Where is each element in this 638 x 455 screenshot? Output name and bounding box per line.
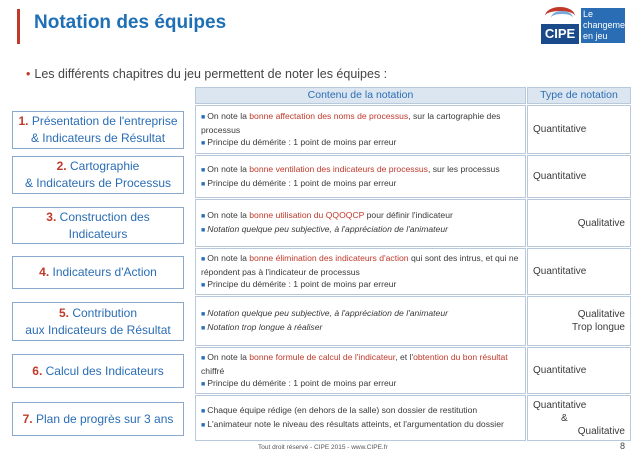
chapter-2 xyxy=(12,156,184,194)
chapter-label: Plan de progrès sur 3 ans xyxy=(35,411,174,426)
row-highlight: bonne élimination des indicateurs d'action xyxy=(249,252,409,263)
type-label-3: Qualitative xyxy=(577,425,625,437)
row-highlight: bonne ventilation des indicateurs de processus xyxy=(249,163,428,174)
type-label: Quantitative xyxy=(533,399,587,411)
header-type: Type de notation xyxy=(527,87,631,104)
bullet-square-icon: ■ xyxy=(201,213,206,220)
bullet-square-icon: ■ xyxy=(201,227,206,234)
row-text-post: pour définir l'indicateur xyxy=(364,210,453,220)
chapter-5 xyxy=(12,302,184,341)
bullet-square-icon: ■ xyxy=(201,255,206,263)
row-highlight-2: obtention du bon résultat xyxy=(413,351,508,362)
row-text-post: , sur les processus xyxy=(427,163,500,174)
chapter-label: Présentation de l'entreprise xyxy=(31,114,178,128)
bullet-icon: • xyxy=(26,67,31,81)
content-row-7 xyxy=(195,395,526,441)
bullet-square-icon: ■ xyxy=(201,139,206,147)
header-content: Contenu de la notation xyxy=(195,87,526,104)
chapter-number: 4. xyxy=(39,265,50,279)
type-label: Qualitative xyxy=(577,309,625,320)
type-row-4 xyxy=(527,248,631,295)
content-row-4 xyxy=(195,248,526,295)
bullet-square-icon: ■ xyxy=(201,281,206,289)
row-highlight: bonne formule de calcul de l'indicateur xyxy=(249,351,396,362)
chapter-label-2: Indicateurs xyxy=(68,226,128,241)
chapter-4 xyxy=(12,256,184,289)
logo-tagline-3: en jeu xyxy=(583,31,608,41)
row-highlight: bonne utilisation du QQOQCP xyxy=(249,210,365,220)
chapter-label: Construction des xyxy=(59,209,150,224)
row-text: On note la xyxy=(207,163,250,174)
row-text: On note la xyxy=(207,110,250,121)
chapter-label: Indicateurs d'Action xyxy=(52,265,157,279)
bullet-square-icon: ■ xyxy=(201,354,206,362)
chapter-label: Cartographie xyxy=(69,159,140,173)
row-text: On note la xyxy=(207,210,250,220)
bullet-square-icon: ■ xyxy=(201,113,206,121)
row-text-2: Notation quelque peu subjective, à l'appréciation de l'animateur xyxy=(207,224,448,234)
chapter-label: Contribution xyxy=(72,305,138,320)
logo-tagline xyxy=(581,8,633,43)
type-label: Quantitative xyxy=(533,266,587,277)
type-row-3 xyxy=(527,199,631,247)
row-text-post: , et l' xyxy=(395,351,414,362)
chapter-number: 7. xyxy=(22,411,33,426)
cipe-logo xyxy=(541,5,633,47)
chapter-number: 5. xyxy=(58,305,69,320)
type-row-5 xyxy=(527,296,631,346)
type-label: Qualitative xyxy=(577,217,625,229)
row-highlight: bonne affectation des noms de processus xyxy=(249,110,409,121)
type-row-1 xyxy=(527,105,631,154)
row-text-post-2: chiffré xyxy=(201,365,225,376)
chapter-label-2: aux Indicateurs de Résultat xyxy=(25,322,171,337)
row-text: On note la xyxy=(207,252,250,263)
page-number: 8 xyxy=(620,441,626,451)
chapter-number: 6. xyxy=(32,363,43,378)
row-text-post: , sur la cartographie des processus xyxy=(201,110,501,135)
type-row-7 xyxy=(527,395,631,441)
chapter-number: 1. xyxy=(18,114,29,128)
content-row-3 xyxy=(195,199,526,247)
title-accent-bar xyxy=(17,9,20,44)
row-text-2: Notation trop longue à réaliser xyxy=(207,322,323,332)
intro-text xyxy=(26,67,387,81)
chapter-1 xyxy=(12,111,184,149)
logo-brand: CIPE xyxy=(541,24,579,44)
bullet-square-icon: ■ xyxy=(201,325,206,332)
footer-text: Tout droit réservé - CIPE 2015 - www.CIPE.fr xyxy=(258,444,388,451)
row-text-post: qui sont des intrus, et qui ne répondent pas à l'indicateur de processus xyxy=(201,252,519,277)
logo-tagline-2: changement xyxy=(583,20,633,30)
row-text-2: L'animateur note le niveau des résultats atteints, et l'argumentation du dossier xyxy=(207,419,504,429)
page-title: Notation des équipes xyxy=(34,12,227,33)
content-row-6 xyxy=(195,347,526,394)
intro-label: Les différents chapitres du jeu permettent de noter les équipes : xyxy=(34,67,388,81)
type-label-2: Trop longue xyxy=(572,322,625,333)
content-row-5 xyxy=(195,296,526,346)
row-text: Chaque équipe rédige (en dehors de la salle) son dossier de restitution xyxy=(207,405,478,415)
type-label-2: & xyxy=(561,412,568,424)
content-row-2 xyxy=(195,155,526,198)
row-text-2: Principe du démérite : 1 point de moins par erreur xyxy=(207,377,397,388)
chapter-label-2: & Indicateurs de Résultat xyxy=(30,131,166,145)
row-text-2: Principe du démérite : 1 point de moins par erreur xyxy=(207,278,397,289)
row-text-2: Principe du démérite : 1 point de moins par erreur xyxy=(207,177,397,188)
chapter-label: Calcul des Indicateurs xyxy=(45,363,164,378)
bullet-square-icon: ■ xyxy=(201,180,206,188)
type-label: Quantitative xyxy=(533,171,587,182)
type-row-2 xyxy=(527,155,631,198)
bullet-square-icon: ■ xyxy=(201,166,206,174)
logo-swoosh-blue xyxy=(551,11,573,25)
chapter-3 xyxy=(12,207,184,244)
row-text-2: Principe du démérite : 1 point de moins par erreur xyxy=(207,136,397,147)
chapter-6 xyxy=(12,354,184,388)
row-text: Notation quelque peu subjective, à l'appréciation de l'animateur xyxy=(207,308,448,318)
chapter-number: 3. xyxy=(46,209,57,224)
bullet-square-icon: ■ xyxy=(201,422,206,429)
type-label: Quantitative xyxy=(533,124,587,135)
chapter-label-2: & Indicateurs de Processus xyxy=(24,176,172,190)
bullet-square-icon: ■ xyxy=(201,380,206,388)
chapter-number: 2. xyxy=(56,159,67,173)
logo-tagline-1: Le xyxy=(583,9,594,19)
chapter-7 xyxy=(12,402,184,436)
type-label: Quantitative xyxy=(533,365,587,376)
content-row-1 xyxy=(195,105,526,154)
bullet-square-icon: ■ xyxy=(201,311,206,318)
row-text: On note la xyxy=(207,351,250,362)
type-row-6 xyxy=(527,347,631,394)
bullet-square-icon: ■ xyxy=(201,408,206,415)
